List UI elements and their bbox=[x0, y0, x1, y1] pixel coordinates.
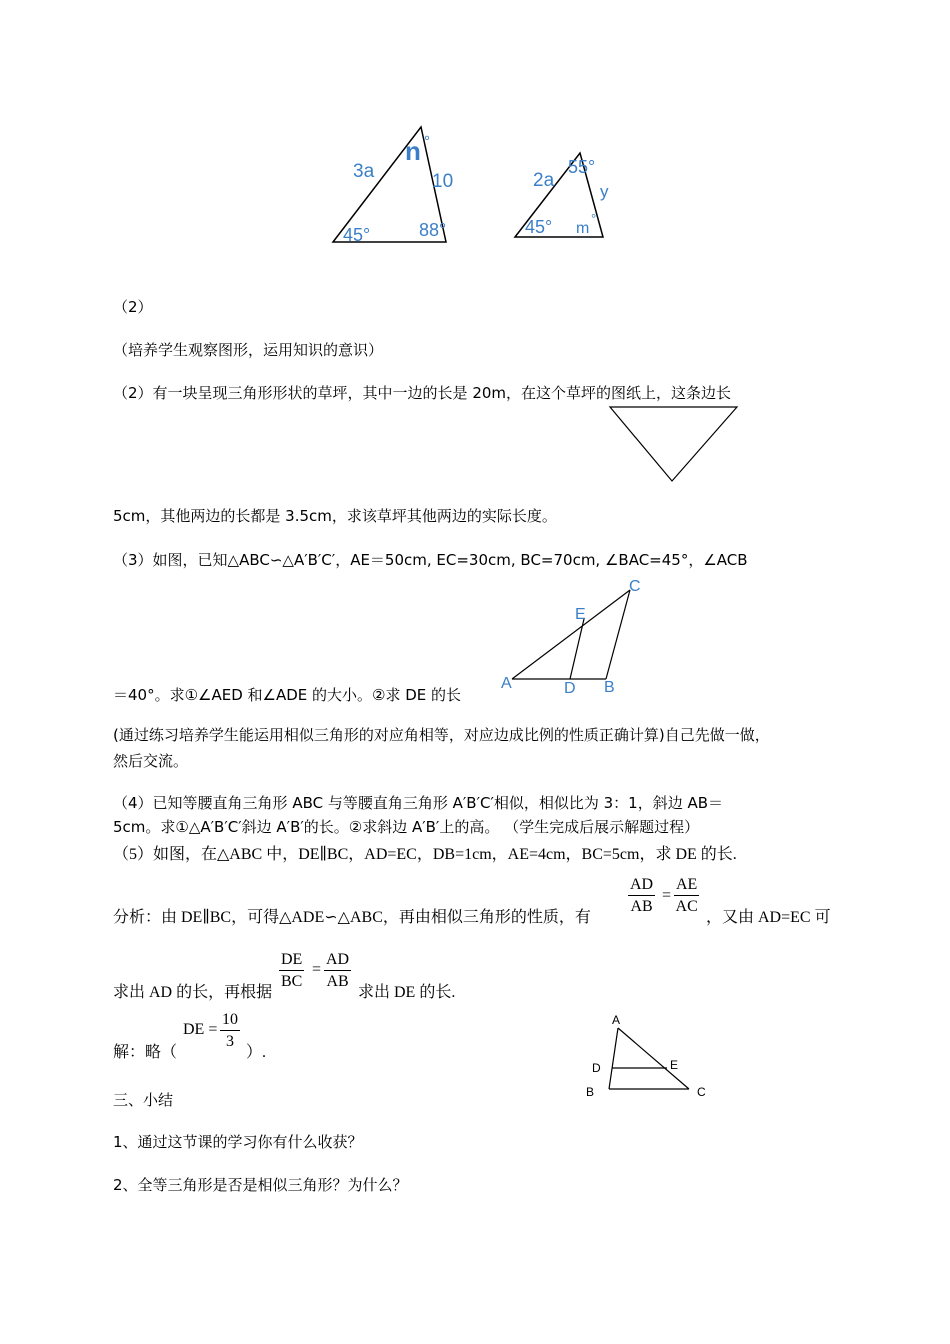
summary-item-2: 2、全等三角形是否是相似三角形？为什么？ bbox=[113, 1176, 408, 1194]
analysis2-text-b: 求出 DE 的长. bbox=[358, 984, 456, 1001]
fig3-label-c: C bbox=[629, 578, 641, 595]
fraction-numerator: 10 bbox=[220, 1011, 240, 1031]
left-triangle bbox=[333, 127, 453, 245]
fraction-10-3 bbox=[220, 1011, 240, 1051]
fig3-label-e: E bbox=[575, 606, 586, 623]
question-5: （5）如图，在△ABC 中，DE∥BC，AD=EC，DB=1cm，AE=4cm，BC=5cm，求 DE 的长. bbox=[113, 846, 737, 863]
fig5-label-d: D bbox=[592, 1061, 601, 1075]
label-y: y bbox=[600, 182, 609, 201]
fig3-label-d: D bbox=[564, 680, 576, 697]
item-2-label: （2） bbox=[113, 298, 153, 316]
label-45-left: 45° bbox=[343, 225, 371, 245]
label-m: m bbox=[576, 220, 590, 237]
figure-triangle-abc-ed bbox=[500, 575, 650, 695]
figure-two-triangles bbox=[320, 118, 620, 253]
right-triangle bbox=[515, 153, 609, 237]
label-n-degree: ° bbox=[424, 133, 430, 150]
fraction-denominator: AB bbox=[630, 898, 653, 915]
summary-title: 三、小结 bbox=[113, 1091, 174, 1109]
fig5-label-b: B bbox=[586, 1085, 595, 1099]
question-3-line-1: （3）如图，已知△ABC∽△A′B′C′，AE＝50cm, EC=30cm, BC=70cm, ∠BAC=45°，∠ACB bbox=[113, 551, 748, 569]
fig5-label-a: A bbox=[612, 1013, 621, 1027]
question-2-line-1: （2）有一块呈现三角形形状的草坪，其中一边的长是 20m，在这个草坪的图纸上，这条边长 bbox=[113, 384, 732, 402]
de-equals: DE = bbox=[183, 1021, 218, 1038]
equals-sign: = bbox=[312, 961, 322, 978]
analysis2-text-a: 求出 AD 的长，再根据 bbox=[113, 984, 273, 1001]
fraction-numerator: DE bbox=[279, 951, 304, 971]
fig3-label-a: A bbox=[501, 675, 512, 692]
label-3a: 3a bbox=[353, 161, 375, 182]
summary-item-1: 1、通过这节课的学习你有什么收获？ bbox=[113, 1133, 363, 1151]
equals-sign: = bbox=[662, 887, 672, 904]
fraction-numerator: AE bbox=[674, 876, 699, 896]
question-3-line-2: ＝40°。求①∠AED 和∠ADE 的大小。②求 DE 的长 bbox=[113, 686, 462, 704]
analysis-text-b: ，又由 AD=EC 可 bbox=[706, 909, 831, 926]
fraction-ad-ab bbox=[628, 876, 655, 916]
label-2a: 2a bbox=[533, 170, 555, 191]
label-55: 55° bbox=[568, 157, 596, 177]
label-45-right: 45° bbox=[525, 217, 553, 237]
label-10: 10 bbox=[432, 171, 454, 192]
fraction-numerator: AD bbox=[628, 876, 655, 896]
purpose-note-2-line-2: 然后交流。 bbox=[113, 752, 189, 770]
fraction-denominator: BC bbox=[280, 973, 303, 990]
fraction-denominator: AC bbox=[675, 898, 698, 915]
fraction-numerator: AD bbox=[324, 951, 351, 971]
question-4-line-2: 5cm。求①△A′B′C′斜边 A′B′的长。②求斜边 A′B′上的高。 （学生完成后展示解题过程） bbox=[113, 818, 700, 836]
fraction-denominator: AB bbox=[326, 973, 349, 990]
figure-triangle-abc-de-parallel bbox=[580, 1010, 715, 1105]
solution-text-b: ）. bbox=[246, 1044, 267, 1061]
fraction-de-bc bbox=[279, 951, 304, 991]
purpose-note-1: （培养学生观察图形，运用知识的意识） bbox=[113, 341, 384, 359]
fig5-label-e: E bbox=[670, 1058, 679, 1072]
purpose-note-2-line-1: (通过练习培养学生能运用相似三角形的对应角相等，对应边成比例的性质正确计算)自己先做一做， bbox=[113, 726, 770, 744]
fraction-ad-ab-2 bbox=[324, 951, 351, 991]
question-2-line-2: 5cm，其他两边的长都是 3.5cm，求该草坪其他两边的实际长度。 bbox=[113, 507, 557, 525]
label-n: n bbox=[405, 136, 421, 166]
fig3-label-b: B bbox=[604, 679, 615, 696]
fig5-label-c: C bbox=[697, 1085, 706, 1099]
question-4-line-1: （4）已知等腰直角三角形 ABC 与等腰直角三角形 A′B′C′相似，相似比为 3：1，斜边 AB＝ bbox=[113, 794, 724, 812]
fraction-denominator: 3 bbox=[226, 1033, 234, 1050]
analysis-text-a: 分析：由 DE∥BC，可得△ADE∽△ABC，再由相似三角形的性质，有 bbox=[113, 909, 591, 926]
fraction-ae-ac bbox=[674, 876, 699, 916]
solution-text-a: 解：略（ bbox=[113, 1044, 178, 1061]
label-88: 88° bbox=[419, 220, 447, 240]
label-m-degree: ° bbox=[591, 211, 597, 226]
figure-inverted-triangle bbox=[608, 405, 743, 485]
